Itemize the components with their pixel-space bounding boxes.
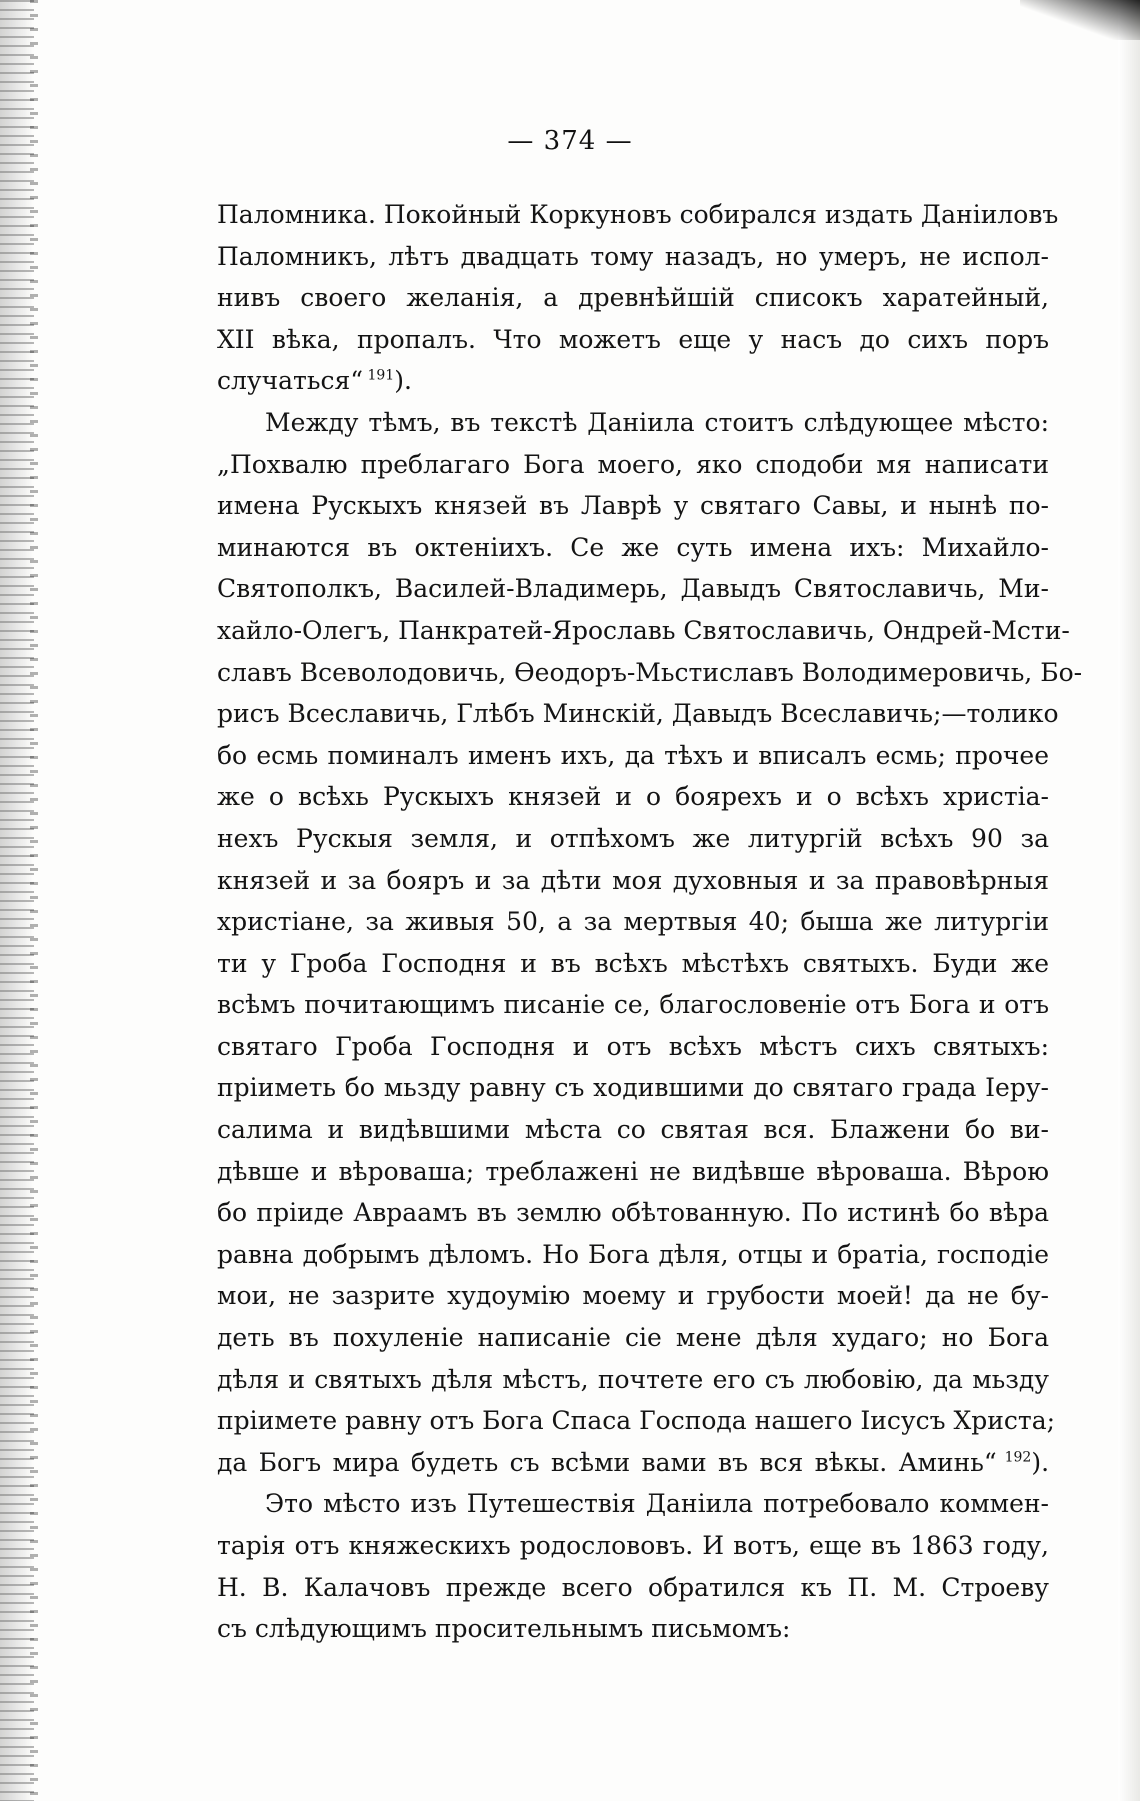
scan-corner-shadow [1020, 0, 1140, 40]
text-line-content: дѣля и святыхъ дѣля мѣстъ, почтете его съ любовію, да мьзду [217, 1364, 1049, 1394]
text-line-content: XII вѣка, пропалъ. Что можетъ еще у насъ до сихъ поръ [217, 324, 1049, 354]
text-line [217, 485, 1049, 527]
text-line-content: Святополкъ, Василей-Владимерь, Давыдъ Святославичь, Ми- [217, 574, 1049, 604]
text-line-content: князей и за бояръ и за дѣти моя духовныя и за правовѣрныя [217, 865, 1049, 895]
text-line-content: Паломникъ, лѣтъ двадцать тому назадъ, но умеръ, не испол- [217, 241, 1049, 271]
text-line-content: ти у Гроба Господня и въ всѣхъ мѣстѣхъ святыхъ. Буди же [217, 948, 1049, 978]
text-line [217, 652, 1083, 694]
text-line [217, 901, 1049, 943]
text-line [217, 735, 1049, 777]
text-line [217, 1192, 1049, 1234]
text-line [217, 1275, 1049, 1317]
text-line [217, 818, 1049, 860]
text-line [217, 568, 1049, 610]
text-line-content: дѣвше и вѣроваша; треблажені не видѣвше вѣроваша. Вѣрою [217, 1156, 1049, 1186]
text-line-content: съ слѣдующимъ просительнымъ письмомъ: [217, 1614, 791, 1644]
text-line [217, 860, 1049, 902]
text-line-content: бо есмь поминалъ именъ ихъ, да тѣхъ и вписалъ есмь; прочее [217, 740, 1049, 770]
text-line-content: нивъ своего желанія, а древнѣйшій списокъ харатейный, [217, 283, 1049, 313]
text-line [217, 319, 1049, 361]
text-line [217, 1026, 1049, 1068]
text-line-content: рисъ Всеславичь, Глѣбъ Минскій, Давыдъ Всеславичь;—толико [217, 699, 1059, 729]
text-line [217, 360, 1049, 402]
text-line-content: всѣмъ почитающимъ писаніе се, благословеніе отъ Бога и отъ [217, 990, 1049, 1020]
text-line [217, 402, 1049, 444]
text-line [217, 277, 1049, 319]
text-line-content: равна добрымъ дѣломъ. Но Бога дѣля, отцы и братіа, господіе [217, 1239, 1049, 1269]
text-line-content: „Похвалю преблагаго Бога моего, яко сподоби мя написати [217, 449, 1049, 479]
text-line [217, 1400, 1056, 1442]
text-line [217, 1151, 1049, 1193]
text-line [217, 1608, 1049, 1650]
text-line [217, 444, 1049, 486]
text-line-content: пріимете равну отъ Бога Спаса Господа нашего Іисусъ Христа; [217, 1406, 1056, 1436]
text-line [217, 1109, 1049, 1151]
text-line-content: же о всѣхь Рускыхъ князей и о боярехъ и о всѣхъ христіа- [217, 782, 1049, 812]
scan-binding-marks [30, 0, 38, 1801]
text-line-content: святаго Гроба Господня и отъ всѣхъ мѣстъ сихъ святыхъ: [217, 1031, 1049, 1061]
text-line-content: имена Рускыхъ князей въ Лаврѣ у святаго Савы, и нынѣ по- [217, 491, 1049, 521]
text-line-content: деть въ похуленіе написаніе сіе мене дѣля худаго; но Бога [217, 1323, 1049, 1353]
text-line [217, 776, 1049, 818]
text-line [217, 1234, 1049, 1276]
text-line [217, 1442, 1049, 1484]
text-line [217, 1359, 1049, 1401]
text-line [217, 1567, 1049, 1609]
text-line [217, 527, 1049, 569]
text-line-content: тарія отъ княжескихъ родослововъ. И вотъ, еще въ 1863 году, [217, 1531, 1049, 1560]
body-text [217, 194, 1083, 1650]
text-line-content: пріиметь бо мьзду равну съ ходившими до святаго града Іеру- [217, 1073, 1049, 1103]
text-line-content: нехъ Рускыя земля, и отпѣхомъ же литургій всѣхъ 90 за [217, 823, 1049, 853]
text-line-tail: ). [1031, 1447, 1050, 1477]
text-line-content: Это мѣсто изъ Путешествія Даніила потребовало коммен- [265, 1489, 1049, 1519]
text-line-content: Между тѣмъ, въ текстѣ Даніила стоитъ слѣдующее мѣсто: [265, 407, 1049, 437]
text-line [217, 943, 1049, 985]
text-line-content: случаться“ [217, 366, 364, 396]
text-line-content: христіане, за живыя 50, а за мертвыя 40; быша же литургіи [217, 907, 1049, 937]
text-line-content: да Богъ мира будеть съ всѣми вами въ вся вѣкы. Аминь“ [217, 1447, 997, 1477]
page-number: — 374 — [507, 126, 633, 156]
text-line [217, 1317, 1049, 1359]
text-line-tail: ). [394, 366, 412, 396]
text-line-content: Н. В. Калачовъ прежде всего обратился къ П. М. Строеву [217, 1572, 1049, 1602]
text-line [217, 1525, 1049, 1567]
text-line-content: минаются въ октеніихъ. Се же суть имена ихъ: Михайло- [217, 532, 1049, 562]
footnote-marker: 192 [996, 1449, 1032, 1466]
text-line [217, 194, 1059, 236]
text-line-content: славъ Всеволодовичь, Ѳеодоръ-Мьстиславъ Володимеровичь, Бо- [217, 657, 1083, 687]
text-line [217, 236, 1049, 278]
scan-binding-shadow [0, 0, 34, 1801]
text-line-content: бо пріиде Авраамъ въ землю обѣтованную. По истинѣ бо вѣра [217, 1198, 1049, 1228]
text-line-content: мои, не зазрите худоумію моему и грубости моей! да не бу- [217, 1281, 1049, 1311]
text-line [217, 1067, 1049, 1109]
text-line [217, 610, 1070, 652]
scan-right-edge [1118, 0, 1140, 1801]
footnote-marker: 191 [363, 368, 395, 385]
text-line-content: салима и видѣвшими мѣста со святая вся. Блажени бо ви- [217, 1115, 1049, 1145]
text-line-content: хайло-Олегъ, Панкратей-Ярославь Святославичь, Ондрей-Мсти- [217, 615, 1070, 645]
text-line [217, 984, 1049, 1026]
text-line-content: Паломника. Покойный Коркуновъ собирался издать Даніиловъ [217, 200, 1059, 229]
text-line [217, 1483, 1049, 1525]
text-line [217, 693, 1059, 735]
